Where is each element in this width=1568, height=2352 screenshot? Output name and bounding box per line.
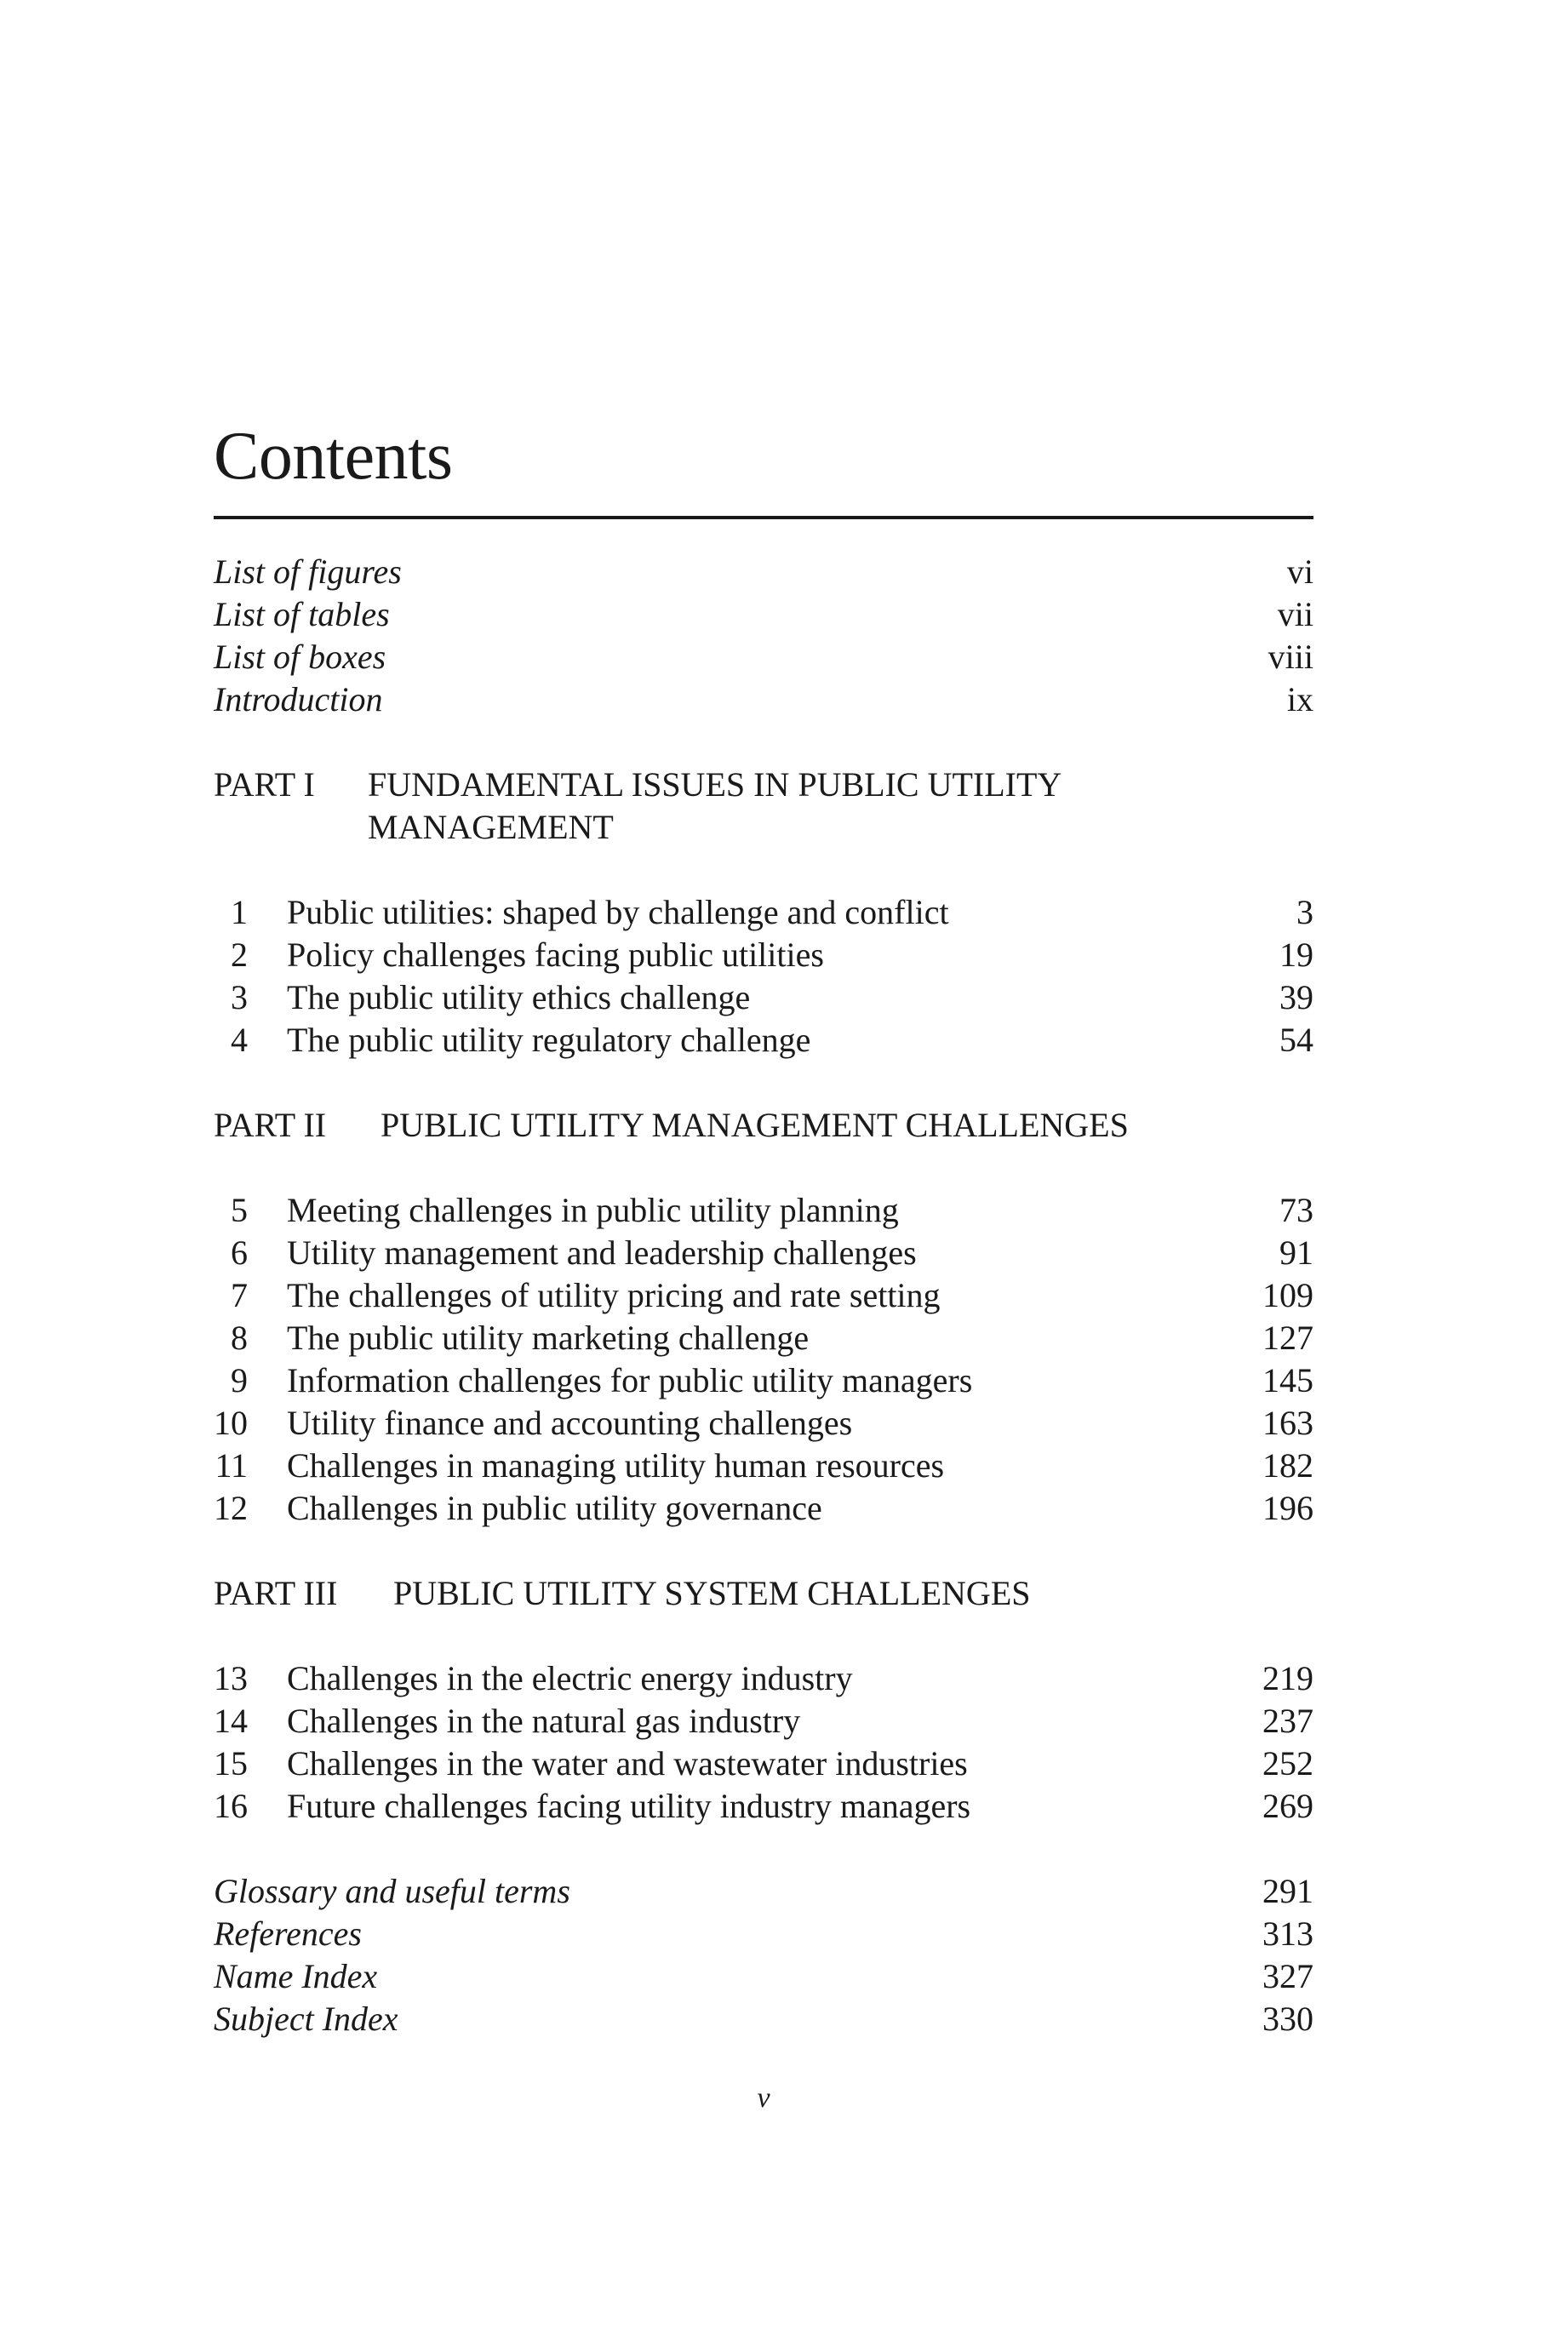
chapter-page: 269 (1262, 1787, 1313, 1825)
chapter-number: 4 (231, 1021, 248, 1059)
toc-chapter-6[interactable] (214, 1232, 1313, 1274)
part-heading-2 (214, 1104, 1313, 1147)
entry-page: vi (1286, 552, 1313, 591)
entry-page: 291 (1262, 1872, 1313, 1910)
toc-chapter-15[interactable] (214, 1743, 1313, 1785)
chapter-page: 219 (1262, 1659, 1313, 1697)
part-label: PART I (214, 765, 315, 804)
chapter-page: 163 (1262, 1404, 1313, 1442)
part-title-line1: PUBLIC UTILITY SYSTEM CHALLENGES (393, 1574, 1031, 1612)
chapter-title: Challenges in managing utility human resources (287, 1446, 945, 1485)
toc-entry-glossary[interactable] (214, 1870, 1313, 1913)
chapter-number: 1 (231, 893, 248, 931)
chapter-page: 39 (1279, 978, 1313, 1016)
toc-chapter-9[interactable] (214, 1359, 1313, 1402)
entry-label: Subject Index (214, 2000, 398, 2038)
chapter-page: 237 (1262, 1702, 1313, 1740)
toc-chapter-12[interactable] (214, 1487, 1313, 1530)
chapter-page: 109 (1262, 1276, 1313, 1314)
entry-label: Name Index (214, 1957, 378, 1995)
entry-page: viii (1268, 638, 1313, 676)
toc-entry-introduction[interactable] (214, 678, 1313, 721)
chapter-page: 196 (1262, 1489, 1313, 1527)
chapter-number: 13 (214, 1659, 248, 1697)
chapter-page: 3 (1296, 893, 1313, 931)
chapter-number: 2 (231, 936, 248, 974)
entry-page: 313 (1262, 1914, 1313, 1953)
part-heading-3 (214, 1572, 1313, 1615)
toc-chapter-8[interactable] (214, 1317, 1313, 1359)
chapter-number: 12 (214, 1489, 248, 1527)
toc-chapter-2[interactable] (214, 934, 1313, 976)
toc-entry-name-index[interactable] (214, 1955, 1313, 1998)
title-rule (214, 516, 1313, 519)
chapter-number: 14 (214, 1702, 248, 1740)
toc-chapter-11[interactable] (214, 1445, 1313, 1487)
toc-chapter-16[interactable] (214, 1785, 1313, 1828)
part-title-line1: PUBLIC UTILITY MANAGEMENT CHALLENGES (381, 1106, 1129, 1144)
chapter-title: Future challenges facing utility industry managers (287, 1787, 971, 1825)
chapter-number: 9 (231, 1361, 248, 1399)
chapter-title: Information challenges for public utility managers (287, 1361, 973, 1399)
chapter-number: 16 (214, 1787, 248, 1825)
chapter-title: Challenges in the natural gas industry (287, 1702, 801, 1740)
chapter-page: 252 (1262, 1744, 1313, 1783)
toc-entry-list-of-figures[interactable] (214, 551, 1313, 593)
chapter-number: 15 (214, 1744, 248, 1783)
toc-chapter-1[interactable] (214, 891, 1313, 934)
toc-entry-list-of-boxes[interactable] (214, 636, 1313, 678)
toc-chapter-14[interactable] (214, 1700, 1313, 1743)
chapter-number: 3 (231, 978, 248, 1016)
chapter-title: Utility management and leadership challenges (287, 1233, 917, 1272)
chapter-title: Challenges in the water and wastewater industries (287, 1744, 968, 1783)
chapter-number: 8 (231, 1319, 248, 1357)
part-label: PART III (214, 1574, 338, 1612)
entry-label: List of boxes (214, 638, 386, 676)
chapter-page: 54 (1279, 1021, 1313, 1059)
entry-label: Glossary and useful terms (214, 1872, 570, 1910)
chapter-number: 5 (231, 1191, 248, 1229)
chapter-number: 7 (231, 1276, 248, 1314)
chapter-number: 11 (215, 1446, 248, 1485)
toc-chapter-13[interactable] (214, 1657, 1313, 1700)
part-title-line1: FUNDAMENTAL ISSUES IN PUBLIC UTILITY (368, 765, 1062, 804)
chapter-title: The public utility ethics challenge (287, 978, 751, 1016)
chapter-title: The public utility marketing challenge (287, 1319, 810, 1357)
chapter-page: 145 (1262, 1361, 1313, 1399)
part-label: PART II (214, 1106, 327, 1144)
entry-page: 330 (1262, 2000, 1313, 2038)
toc-chapter-10[interactable] (214, 1402, 1313, 1445)
chapter-title: Public utilities: shaped by challenge and conflict (287, 893, 949, 931)
entry-page: vii (1277, 595, 1313, 633)
chapter-title: Policy challenges facing public utilities (287, 936, 824, 974)
entry-label: References (214, 1914, 362, 1953)
chapter-page: 127 (1262, 1319, 1313, 1357)
chapter-page: 73 (1279, 1191, 1313, 1229)
part-heading-1 (214, 764, 1313, 849)
chapter-title: Utility finance and accounting challenges (287, 1404, 853, 1442)
entry-label: List of figures (214, 552, 402, 591)
chapter-page: 182 (1262, 1446, 1313, 1485)
chapter-title: The challenges of utility pricing and rate setting (287, 1276, 941, 1314)
chapter-number: 10 (214, 1404, 248, 1442)
toc-entry-subject-index[interactable] (214, 1998, 1313, 2040)
toc-entry-list-of-tables[interactable] (214, 593, 1313, 636)
chapter-number: 6 (231, 1233, 248, 1272)
toc-chapter-3[interactable] (214, 976, 1313, 1019)
chapter-title: Meeting challenges in public utility planning (287, 1191, 899, 1229)
page-title: Contents (214, 419, 453, 494)
chapter-page: 91 (1279, 1233, 1313, 1272)
chapter-title: Challenges in public utility governance (287, 1489, 822, 1527)
chapter-page: 19 (1279, 936, 1313, 974)
entry-page: 327 (1262, 1957, 1313, 1995)
toc-chapter-4[interactable] (214, 1019, 1313, 1062)
toc-entry-references[interactable] (214, 1913, 1313, 1955)
toc-chapter-5[interactable] (214, 1189, 1313, 1232)
toc-chapter-7[interactable] (214, 1274, 1313, 1317)
entry-label: List of tables (214, 595, 390, 633)
entry-label: Introduction (214, 680, 383, 718)
chapter-title: Challenges in the electric energy industry (287, 1659, 853, 1697)
page-folio: v (757, 2082, 770, 2114)
chapter-title: The public utility regulatory challenge (287, 1021, 811, 1059)
part-title-line2: MANAGEMENT (368, 808, 614, 846)
entry-page: ix (1286, 680, 1313, 718)
